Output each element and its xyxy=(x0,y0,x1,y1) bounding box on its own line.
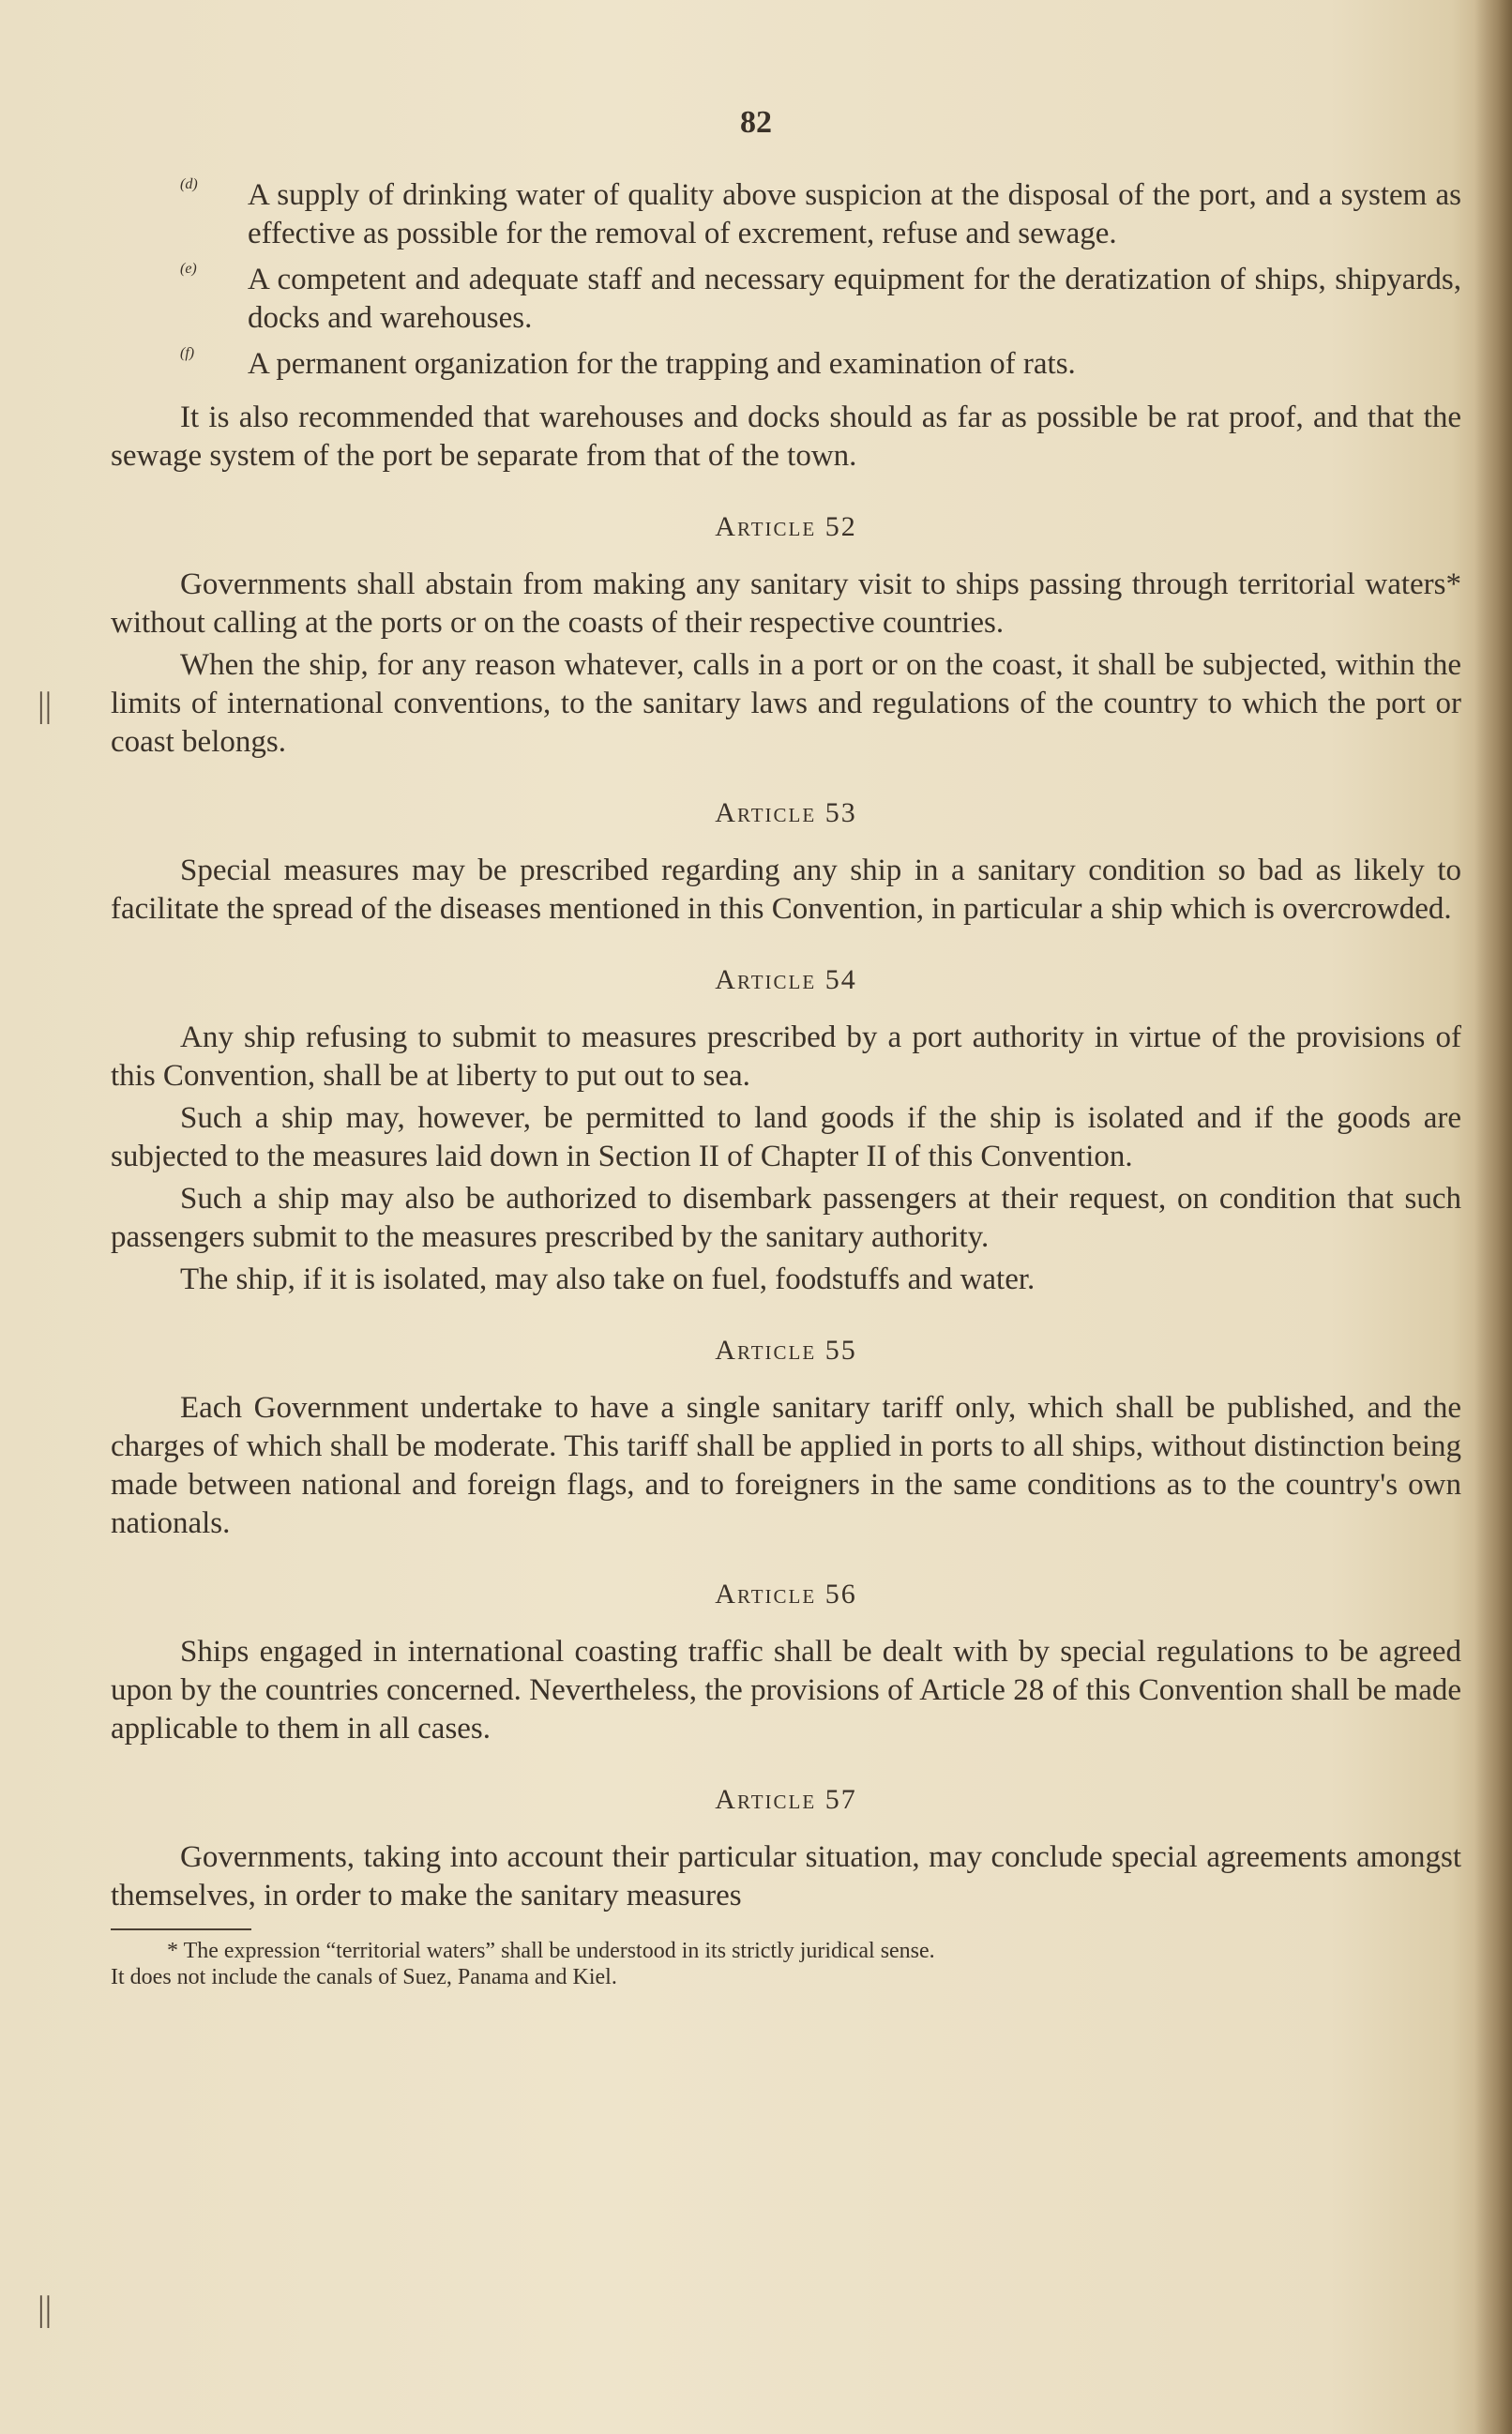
margin-mark: || xyxy=(38,2290,53,2329)
margin-mark: || xyxy=(38,686,53,725)
list-item xyxy=(180,261,1461,338)
paragraph: Such a ship may, however, be permitted to land goods if the ship is isolated and if the goods are subjected to the measures laid down in Section II of Chapter II of this Convention. xyxy=(111,1101,1461,1173)
footnote-rule xyxy=(111,1928,251,1930)
paragraph: Each Government undertake to have a single sanitary tariff only, which shall be published, and the charges of which shall be moderate. This tariff shall be applied in ports to all ships, without distinction being made between national and foreign flags, and to foreigners in the same conditions as to the country's own nationals. xyxy=(111,1391,1461,1540)
item-label: (f) xyxy=(180,345,195,361)
article-heading: Article 56 xyxy=(715,1579,857,1610)
paragraph: Governments shall abstain from making any sanitary visit to ships passing through territorial waters* without calling at the ports or on the coasts of their respective countries. xyxy=(111,567,1461,640)
article-heading: Article 52 xyxy=(715,511,857,542)
paragraph: Governments, taking into account their particular situation, may conclude special agreements amongst themselves, in order to make the sanitary measures xyxy=(111,1840,1461,1912)
list-item xyxy=(180,345,1461,384)
page-edge-shadow xyxy=(1474,0,1512,2434)
item-text: A supply of drinking water of quality above suspicion at the disposal of the port, and a system as effective as possible for the removal of excrement, refuse and sewage. xyxy=(248,178,1461,250)
page-content xyxy=(111,176,1461,1990)
article-heading: Article 54 xyxy=(715,964,857,995)
item-label: (e) xyxy=(180,261,197,277)
article-heading: Article 55 xyxy=(715,1335,857,1366)
footnote-line: * The expression “territorial waters” shall be understood in its strictly juridical sense. xyxy=(167,1939,935,1963)
footnote xyxy=(111,1938,1461,1990)
paragraph: Ships engaged in international coasting traffic shall be dealt with by special regulations to be agreed upon by the countries concerned. Nevertheless, the provisions of Article 28 of this Convention shall be made applicable to them in all cases. xyxy=(111,1635,1461,1746)
item-text: A permanent organization for the trapping and examination of rats. xyxy=(248,347,1076,381)
paragraph: The ship, if it is isolated, may also take on fuel, foodstuffs and water. xyxy=(180,1262,1036,1296)
item-text: A competent and adequate staff and necessary equipment for the deratization of ships, shipyards, docks and warehouses. xyxy=(248,263,1461,335)
paragraph: When the ship, for any reason whatever, calls in a port or on the coast, it shall be subjected, within the limits of international conventions, to the sanitary laws and regulations of the country to which the port or coast belongs. xyxy=(111,648,1461,759)
article-heading: Article 57 xyxy=(715,1784,857,1815)
paragraph: Special measures may be prescribed regarding any ship in a sanitary condition so bad as likely to facilitate the spread of the diseases mentioned in this Convention, in particular a ship which is overcrowded. xyxy=(111,854,1461,926)
list-item xyxy=(180,176,1461,253)
footnote-line: It does not include the canals of Suez, Panama and Kiel. xyxy=(111,1965,617,1989)
article-heading: Article 53 xyxy=(715,797,857,828)
paragraph: Such a ship may also be authorized to disembark passengers at their request, on condition that such passengers submit to the measures prescribed by the sanitary authority. xyxy=(111,1182,1461,1254)
page-number: 82 xyxy=(740,105,772,140)
item-label: (d) xyxy=(180,176,198,192)
paragraph: Any ship refusing to submit to measures prescribed by a port authority in virtue of the provisions of this Convention, shall be at liberty to put out to sea. xyxy=(111,1020,1461,1093)
paragraph: It is also recommended that warehouses and docks should as far as possible be rat proof, and that the sewage system of the port be separate from that of the town. xyxy=(111,401,1461,473)
